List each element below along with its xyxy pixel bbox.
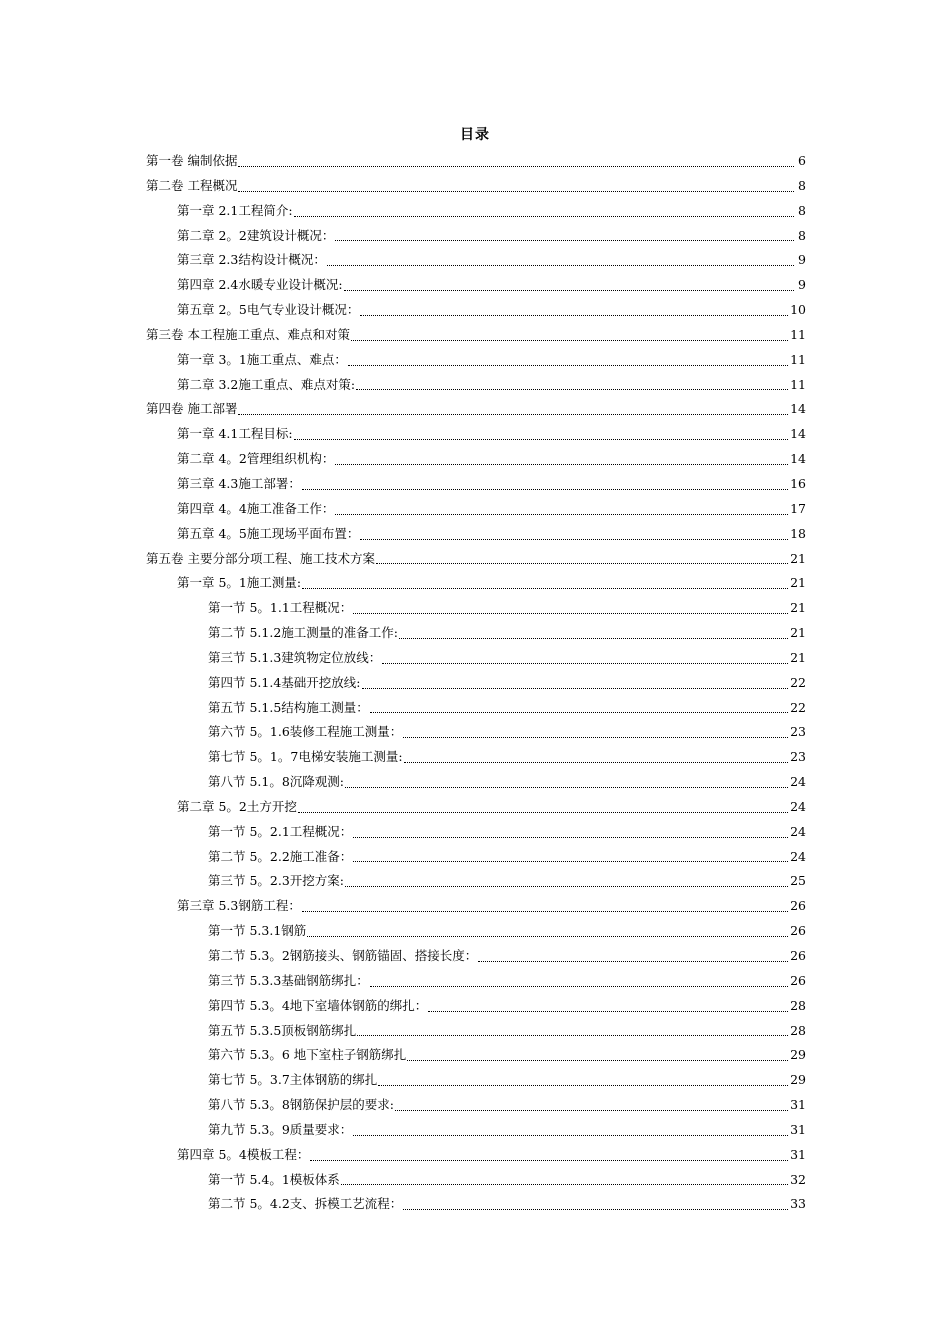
toc-entry-label: 第五章 4。5施工现场平面布置：	[177, 522, 360, 547]
table-of-contents	[146, 149, 806, 1217]
toc-entry-label: 第四章 2.4水暖专业设计概况:	[177, 273, 344, 298]
toc-entry[interactable]	[146, 1168, 806, 1193]
toc-entry[interactable]	[146, 1043, 806, 1068]
toc-entry-page-number: 14	[790, 426, 806, 442]
toc-dot-leader	[395, 1093, 788, 1118]
toc-entry-label: 第二节 5。4.2支、拆模工艺流程：	[208, 1192, 403, 1217]
toc-entry[interactable]	[146, 720, 806, 745]
toc-entry[interactable]	[146, 596, 806, 621]
toc-entry[interactable]	[146, 1093, 806, 1118]
toc-dot-leader	[353, 596, 788, 621]
toc-entry-page-number: 8	[798, 177, 806, 193]
toc-dot-leader	[307, 919, 788, 944]
toc-entry-page-number: 26	[790, 898, 806, 914]
toc-dot-leader	[327, 248, 794, 273]
toc-entry-label: 第三章 2.3结构设计概况：	[177, 248, 327, 273]
toc-entry[interactable]	[146, 1192, 806, 1217]
toc-entry-page-number: 24	[790, 774, 806, 790]
toc-dot-leader	[407, 1043, 788, 1068]
toc-entry-label: 第五节 5.3.5顶板钢筋绑扎	[208, 1019, 357, 1044]
toc-entry-label: 第五卷 主要分部分项工程、施工技术方案	[146, 547, 376, 572]
toc-dot-leader	[335, 447, 788, 472]
toc-entry-label: 第一节 5.3.1钢筋	[208, 919, 307, 944]
toc-entry[interactable]	[146, 621, 806, 646]
toc-entry-label: 第一章 2.1工程简介:	[177, 199, 294, 224]
toc-entry[interactable]	[146, 770, 806, 795]
toc-dot-leader	[353, 1118, 788, 1143]
toc-entry-label: 第七节 5。3.7主体钢筋的绑扎	[208, 1068, 378, 1093]
toc-entry[interactable]	[146, 1143, 806, 1168]
toc-entry[interactable]	[146, 422, 806, 447]
toc-entry[interactable]	[146, 869, 806, 894]
toc-entry[interactable]	[146, 547, 806, 572]
toc-dot-leader	[238, 397, 788, 422]
toc-entry-label: 第一节 5。1.1工程概况：	[208, 596, 353, 621]
toc-dot-leader	[370, 969, 788, 994]
toc-entry[interactable]	[146, 919, 806, 944]
toc-entry[interactable]	[146, 248, 806, 273]
toc-entry-page-number: 22	[790, 674, 806, 690]
toc-entry-label: 第二卷 工程概况	[146, 174, 238, 199]
toc-entry-page-number: 8	[798, 227, 806, 243]
toc-entry[interactable]	[146, 522, 806, 547]
toc-entry-page-number: 18	[790, 525, 806, 541]
toc-entry-label: 第一节 5.4。1模板体系	[208, 1168, 341, 1193]
toc-entry-label: 第二章 4。2管理组织机构：	[177, 447, 335, 472]
toc-entry[interactable]	[146, 348, 806, 373]
toc-entry[interactable]	[146, 944, 806, 969]
toc-entry-page-number: 21	[790, 575, 806, 591]
toc-entry-label: 第四章 5。4模板工程：	[177, 1143, 310, 1168]
toc-entry-page-number: 32	[790, 1171, 806, 1187]
toc-entry-page-number: 21	[790, 649, 806, 665]
toc-dot-leader	[370, 696, 788, 721]
toc-dot-leader	[348, 348, 788, 373]
toc-entry-page-number: 16	[790, 475, 806, 491]
toc-entry-page-number: 21	[790, 600, 806, 616]
toc-entry[interactable]	[146, 845, 806, 870]
toc-dot-leader	[238, 174, 794, 199]
toc-dot-leader	[403, 720, 788, 745]
toc-entry-page-number: 26	[790, 972, 806, 988]
toc-entry-label: 第三章 5.3钢筋工程：	[177, 894, 302, 919]
toc-entry-page-number: 26	[790, 923, 806, 939]
toc-entry-label: 第三节 5.3.3基础钢筋绑扎：	[208, 969, 370, 994]
toc-entry[interactable]	[146, 820, 806, 845]
toc-entry[interactable]	[146, 745, 806, 770]
toc-entry-page-number: 25	[790, 873, 806, 889]
toc-entry-page-number: 29	[790, 1072, 806, 1088]
toc-entry-label: 第一章 4.1工程目标:	[177, 422, 294, 447]
toc-dot-leader	[294, 199, 794, 224]
toc-entry-page-number: 31	[790, 1146, 806, 1162]
toc-entry-label: 第一章 3。1施工重点、难点：	[177, 348, 348, 373]
toc-dot-leader	[404, 745, 789, 770]
toc-entry-page-number: 28	[790, 1022, 806, 1038]
toc-entry[interactable]	[146, 174, 806, 199]
toc-dot-leader	[335, 497, 788, 522]
toc-dot-leader	[360, 522, 788, 547]
toc-dot-leader	[378, 1068, 788, 1093]
toc-entry[interactable]	[146, 969, 806, 994]
toc-entry-label: 第八节 5.1。8沉降观测:	[208, 770, 345, 795]
toc-entry-page-number: 11	[790, 326, 806, 342]
toc-entry-label: 第七节 5。1。7电梯安装施工测量:	[208, 745, 404, 770]
toc-dot-leader	[345, 869, 788, 894]
toc-entry-label: 第三节 5。2.3开挖方案:	[208, 869, 345, 894]
toc-entry-label: 第二章 3.2施工重点、难点对策:	[177, 373, 356, 398]
toc-dot-leader	[310, 1143, 788, 1168]
toc-entry[interactable]	[146, 1019, 806, 1044]
toc-title: 目录	[460, 127, 490, 143]
toc-dot-leader	[382, 646, 788, 671]
toc-entry-label: 第四章 4。4施工准备工作：	[177, 497, 335, 522]
toc-entry-page-number: 8	[798, 202, 806, 218]
toc-dot-leader	[353, 845, 788, 870]
toc-entry-label: 第九节 5.3。9质量要求：	[208, 1118, 353, 1143]
toc-entry-page-number: 31	[790, 1097, 806, 1113]
toc-entry-page-number: 11	[790, 376, 806, 392]
toc-entry-label: 第二章 5。2土方开挖	[177, 795, 298, 820]
toc-entry-page-number: 21	[790, 625, 806, 641]
toc-entry[interactable]	[146, 397, 806, 422]
toc-dot-leader	[362, 671, 789, 696]
toc-entry-page-number: 6	[798, 153, 806, 168]
toc-entry[interactable]	[146, 1068, 806, 1093]
toc-entry-page-number: 24	[790, 823, 806, 839]
toc-entry-page-number: 11	[790, 351, 806, 367]
toc-entry-page-number: 31	[790, 1121, 806, 1137]
toc-entry-page-number: 33	[790, 1196, 806, 1212]
toc-entry-label: 第三章 4.3施工部署：	[177, 472, 302, 497]
toc-dot-leader	[351, 323, 788, 348]
toc-entry-label: 第六节 5。1.6装修工程施工测量：	[208, 720, 403, 745]
toc-entry-page-number: 22	[790, 699, 806, 715]
toc-entry[interactable]	[146, 894, 806, 919]
toc-entry-label: 第三节 5.1.3建筑物定位放线：	[208, 646, 382, 671]
toc-dot-leader	[294, 422, 789, 447]
toc-entry-page-number: 10	[790, 302, 806, 318]
toc-entry-page-number: 17	[790, 500, 806, 516]
toc-dot-leader	[298, 795, 788, 820]
toc-entry[interactable]	[146, 994, 806, 1019]
toc-entry-label: 第一章 5。1施工测量:	[177, 571, 302, 596]
toc-entry[interactable]	[146, 472, 806, 497]
toc-entry-page-number: 14	[790, 401, 806, 417]
toc-entry[interactable]	[146, 497, 806, 522]
toc-entry[interactable]	[146, 646, 806, 671]
toc-entry-label: 第二节 5.3。2钢筋接头、钢筋锚固、搭接长度：	[208, 944, 478, 969]
toc-entry-label: 第四卷 施工部署	[146, 397, 238, 422]
toc-entry[interactable]	[146, 323, 806, 348]
toc-dot-leader	[302, 571, 788, 596]
toc-entry[interactable]	[146, 795, 806, 820]
toc-entry-label: 第四节 5.3。4地下室墙体钢筋的绑扎：	[208, 994, 428, 1019]
toc-entry[interactable]	[146, 149, 806, 174]
toc-entry-label: 第六节 5.3。6 地下室柱子钢筋绑扎	[208, 1043, 407, 1068]
toc-dot-leader	[344, 273, 794, 298]
toc-entry[interactable]	[146, 224, 806, 249]
toc-entry-page-number: 28	[790, 997, 806, 1013]
toc-dot-leader	[345, 770, 788, 795]
toc-dot-leader	[399, 621, 788, 646]
toc-dot-leader	[428, 994, 788, 1019]
toc-entry-page-number: 14	[790, 451, 806, 467]
toc-dot-leader	[238, 149, 794, 174]
toc-dot-leader	[357, 1019, 788, 1044]
toc-dot-leader	[360, 298, 788, 323]
toc-dot-leader	[335, 224, 794, 249]
toc-entry[interactable]	[146, 571, 806, 596]
toc-dot-leader	[302, 894, 788, 919]
toc-entry[interactable]	[146, 298, 806, 323]
toc-entry-page-number: 24	[790, 798, 806, 814]
toc-dot-leader	[353, 820, 788, 845]
toc-dot-leader	[356, 373, 788, 398]
toc-dot-leader	[376, 547, 788, 572]
toc-entry-label: 第五章 2。5电气专业设计概况：	[177, 298, 360, 323]
toc-entry-page-number: 23	[790, 749, 806, 765]
toc-entry-label: 第一卷 编制依据	[146, 149, 238, 174]
toc-entry-label: 第三卷 本工程施工重点、难点和对策	[146, 323, 351, 348]
toc-entry-label: 第二节 5.1.2施工测量的准备工作:	[208, 621, 399, 646]
toc-entry[interactable]	[146, 199, 806, 224]
toc-entry-label: 第八节 5.3。8钢筋保护层的要求:	[208, 1093, 395, 1118]
toc-entry[interactable]	[146, 447, 806, 472]
toc-entry-label: 第二节 5。2.2施工准备：	[208, 845, 353, 870]
toc-entry-page-number: 23	[790, 724, 806, 740]
toc-entry[interactable]	[146, 1118, 806, 1143]
toc-entry-label: 第二章 2。2建筑设计概况：	[177, 224, 335, 249]
toc-entry-page-number: 29	[790, 1047, 806, 1063]
toc-dot-leader	[341, 1168, 788, 1193]
toc-entry[interactable]	[146, 696, 806, 721]
toc-entry-label: 第四节 5.1.4基础开挖放线:	[208, 671, 362, 696]
toc-entry[interactable]	[146, 373, 806, 398]
toc-entry-label: 第五节 5.1.5结构施工测量：	[208, 696, 370, 721]
toc-entry-page-number: 9	[798, 277, 806, 293]
toc-entry-page-number: 24	[790, 848, 806, 864]
toc-entry[interactable]	[146, 671, 806, 696]
toc-dot-leader	[478, 944, 788, 969]
toc-entry[interactable]	[146, 273, 806, 298]
toc-dot-leader	[302, 472, 788, 497]
toc-entry-page-number: 26	[790, 948, 806, 963]
toc-entry-page-number: 9	[798, 252, 806, 268]
toc-entry-label: 第一节 5。2.1工程概况：	[208, 820, 353, 845]
toc-entry-page-number: 21	[790, 550, 806, 566]
toc-dot-leader	[403, 1192, 788, 1217]
